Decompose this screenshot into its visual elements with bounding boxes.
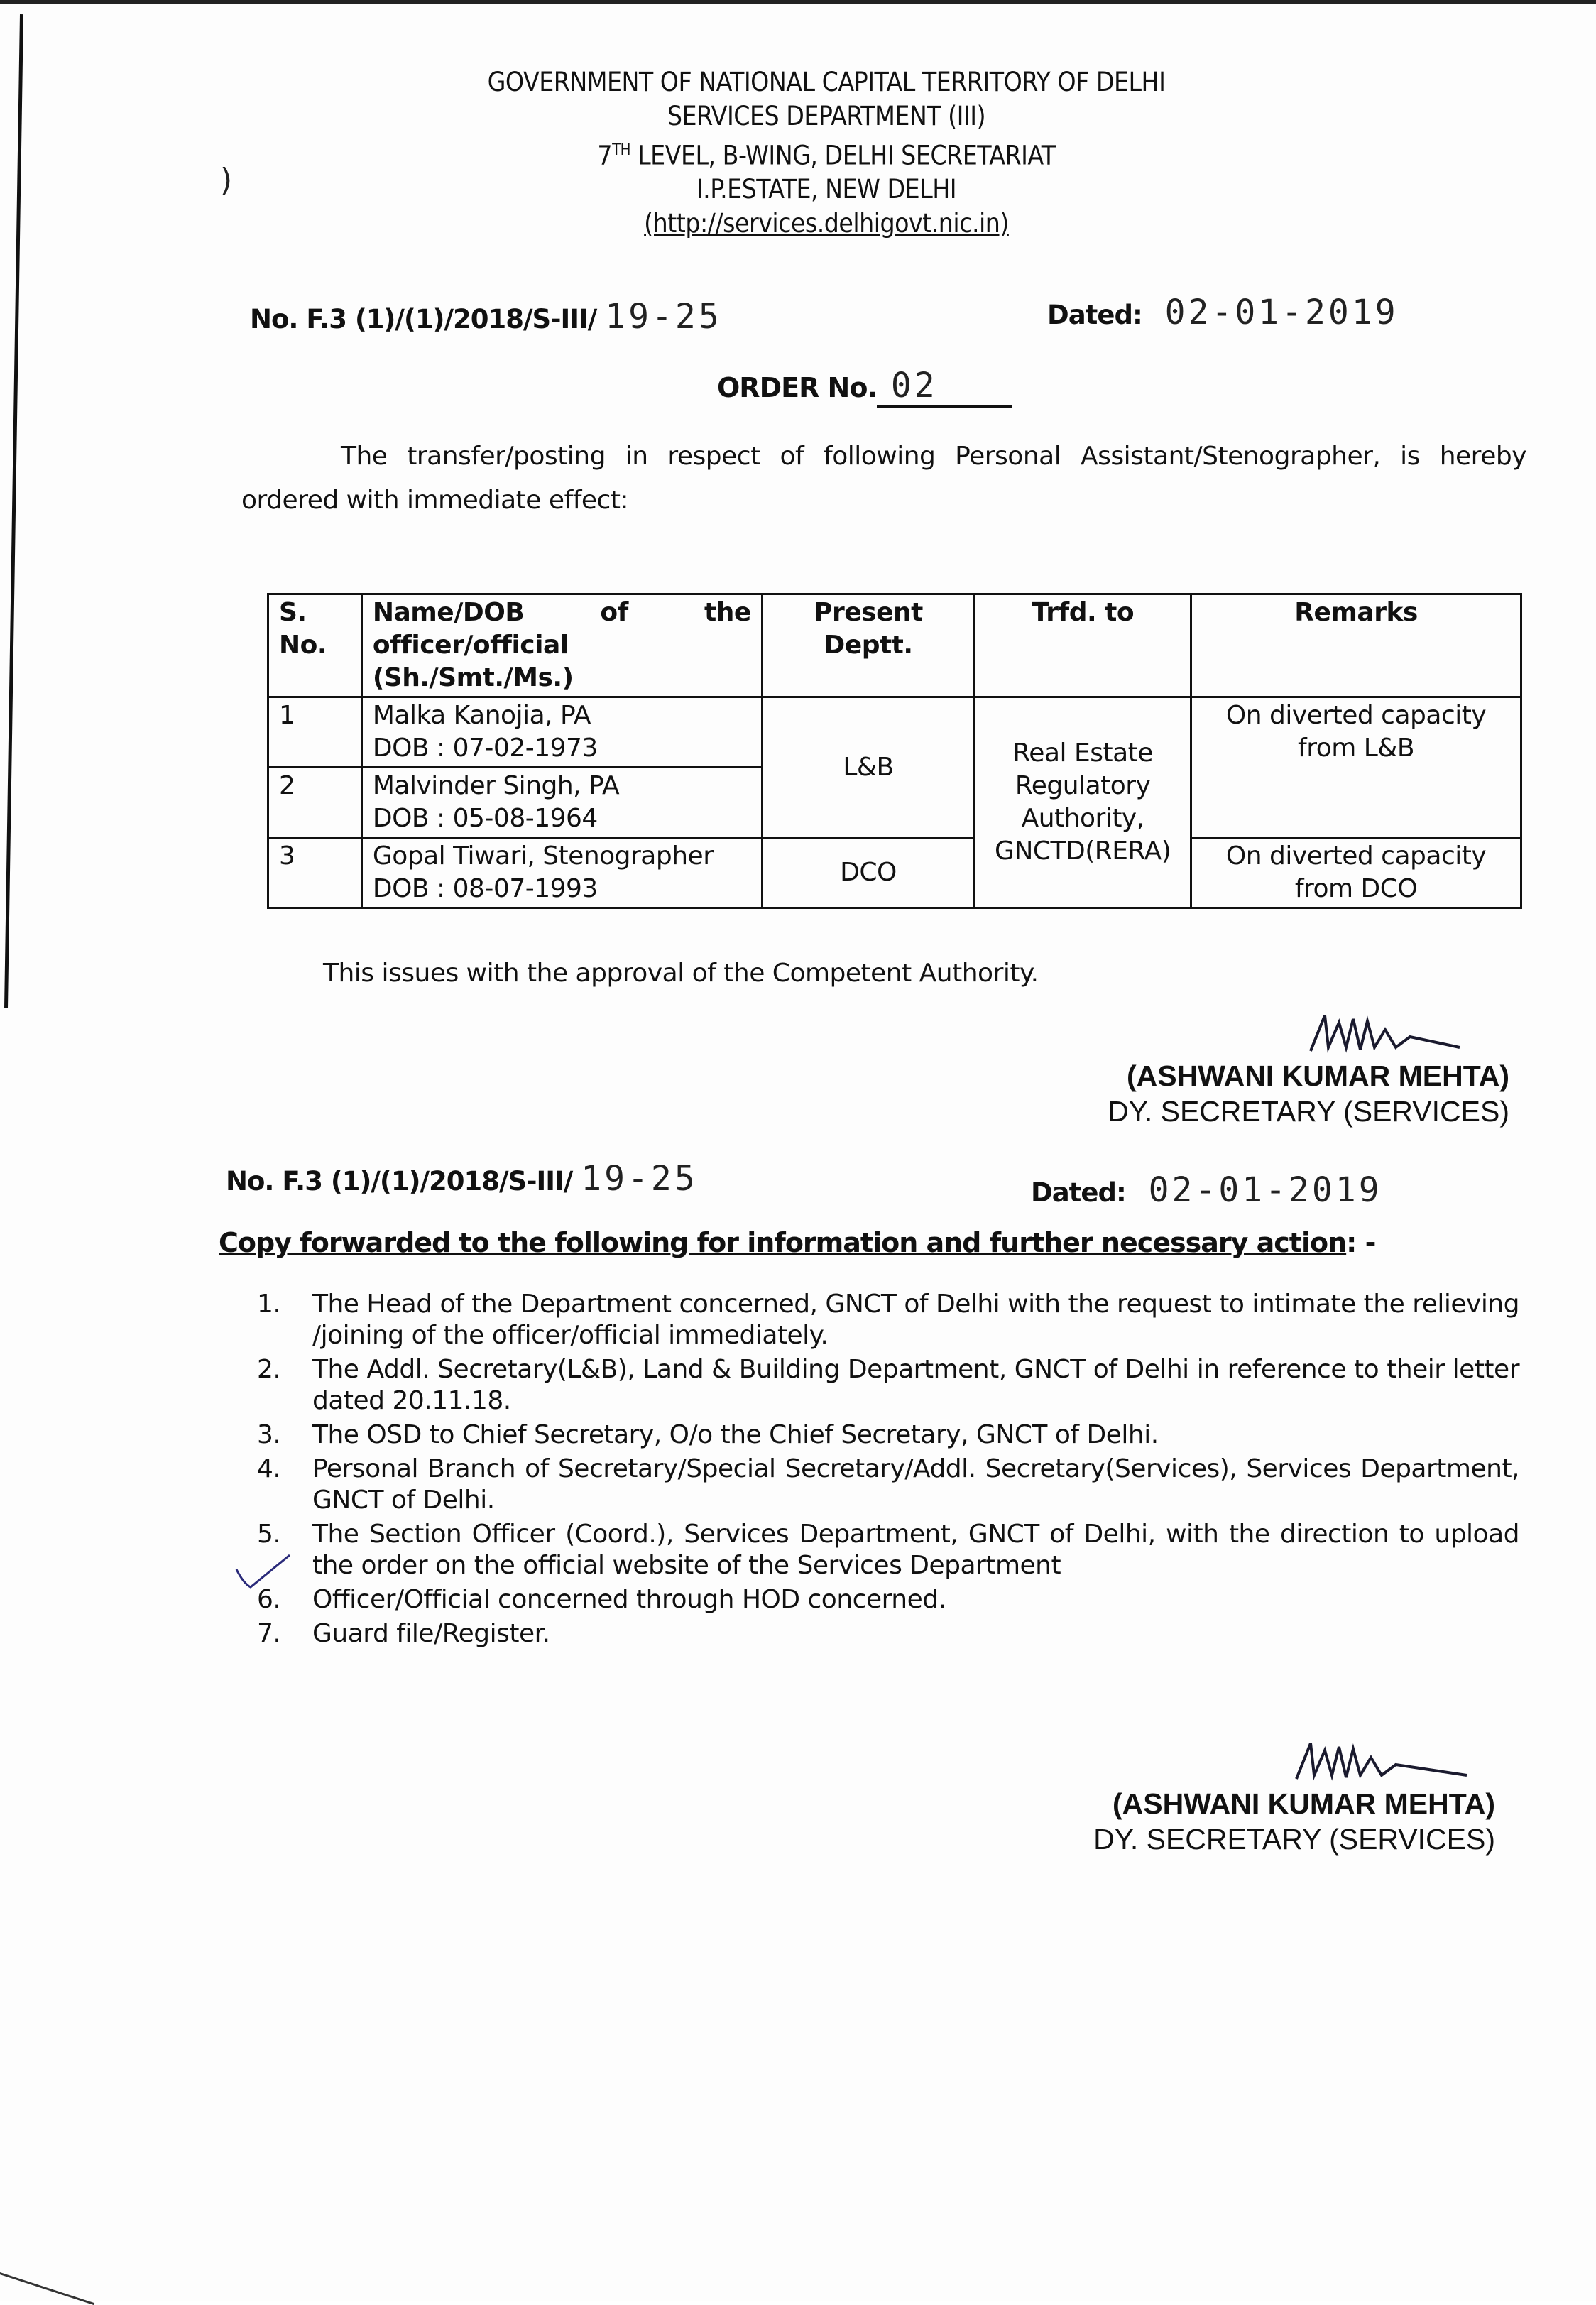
- cell-sno: 3: [268, 838, 362, 908]
- copy-dated-label: Dated:: [1031, 1177, 1126, 1208]
- copy-dated-handwritten: 02-01-2019: [1148, 1170, 1382, 1210]
- cell-sno: 1: [268, 697, 362, 768]
- item-number: 3.: [257, 1420, 281, 1449]
- item-text: The Section Officer (Coord.), Services Department, GNCT of Delhi, with the direction to upload the order on the official website of the Services Department: [312, 1520, 1519, 1580]
- list-item: [248, 1419, 1519, 1451]
- header-remarks: Remarks: [1191, 594, 1521, 697]
- item-number: 2.: [257, 1355, 281, 1384]
- cell-remarks: On diverted capacity from L&B: [1191, 697, 1521, 838]
- letterhead-line-4: I.P.ESTATE, NEW DELHI: [696, 174, 957, 205]
- signature-block-2: [1093, 1736, 1495, 1857]
- item-number: 6.: [257, 1585, 281, 1614]
- signatory-name: (ASHWANI KUMAR MEHTA): [1112, 1787, 1495, 1820]
- signature-icon: [1093, 1736, 1495, 1786]
- officer-name: Malka Kanojia, PA: [372, 701, 591, 730]
- officer-name: Gopal Tiwari, Stenographer: [372, 841, 714, 871]
- stray-mark: ): [220, 162, 233, 198]
- officer-dob: DOB : 08-07-1993: [372, 874, 598, 903]
- cell-trfd-to: Real Estate Regulatory Authority, GNCTD(RERA): [975, 697, 1191, 908]
- intro-line-1: The transfer/posting in respect of following Personal Assistant/Stenographer, is hereby: [341, 442, 1526, 471]
- cell-name: [361, 697, 762, 768]
- level-number: 7: [597, 140, 613, 171]
- level-suffix: TH: [612, 141, 631, 159]
- approval-statement: This issues with the approval of the Competent Authority.: [323, 959, 1039, 988]
- header-sno: S. No.: [268, 594, 362, 697]
- order-number-handwritten: 02: [877, 366, 1012, 408]
- copy-title-text: Copy forwarded to the following for information and further necessary action: [219, 1227, 1347, 1258]
- table-row: [268, 697, 1521, 768]
- cell-name: [361, 838, 762, 908]
- dated-handwritten: 02-01-2019: [1164, 293, 1399, 332]
- list-item: [248, 1454, 1519, 1516]
- table-header-row: [268, 594, 1521, 697]
- intro-line-2: ordered with immediate effect:: [241, 486, 629, 515]
- list-item: [248, 1584, 1519, 1615]
- copy-title-suffix: : -: [1346, 1227, 1376, 1258]
- scan-top-edge: [0, 0, 1596, 4]
- intro-paragraph: [241, 435, 1526, 523]
- file-number-label: No. F.3 (1)/(1)/2018/S-III/: [250, 304, 597, 334]
- copy-file-number-handwritten: 19-25: [581, 1159, 698, 1199]
- letterhead: [0, 65, 1596, 241]
- list-item: [248, 1519, 1519, 1581]
- list-item: [248, 1618, 1519, 1650]
- letterhead-line-2: SERVICES DEPARTMENT (III): [667, 101, 986, 131]
- copy-forwarded-title: [219, 1227, 1375, 1258]
- cell-remarks: On diverted capacity from DCO: [1191, 838, 1521, 908]
- officer-dob: DOB : 05-08-1964: [372, 804, 598, 833]
- signature-icon: [1108, 1008, 1509, 1058]
- copy-date: [1031, 1170, 1382, 1210]
- order-label: ORDER No.: [717, 372, 877, 403]
- item-text: Guard file/Register.: [312, 1619, 550, 1648]
- file-number: [250, 297, 722, 337]
- item-number: 5.: [257, 1520, 281, 1549]
- item-text: The OSD to Chief Secretary, O/o the Chief Secretary, GNCT of Delhi.: [312, 1420, 1159, 1449]
- website-link[interactable]: (http://services.delhigovt.nic.in): [644, 208, 1009, 239]
- signatory-designation: DY. SECRETARY (SERVICES): [1093, 1823, 1495, 1856]
- copy-file-number-label: No. F.3 (1)/(1)/2018/S-III/: [226, 1166, 573, 1197]
- list-item: [248, 1289, 1519, 1351]
- cell-sno: 2: [268, 768, 362, 838]
- cell-name: [361, 768, 762, 838]
- cell-present-deptt: L&B: [762, 697, 974, 838]
- list-item: [248, 1354, 1519, 1417]
- transfer-table: [267, 593, 1522, 909]
- order-title: [717, 366, 1012, 408]
- signature-block-1: [1108, 1008, 1509, 1129]
- header-trfd-to: Trfd. to: [975, 594, 1191, 697]
- dated-label: Dated:: [1047, 300, 1142, 330]
- item-text: The Head of the Department concerned, GNCT of Delhi with the request to intimate the relieving /joining of the officer/official immediately.: [312, 1290, 1519, 1350]
- item-text: Officer/Official concerned through HOD concerned.: [312, 1585, 946, 1614]
- cell-present-deptt: DCO: [762, 838, 974, 908]
- item-number: 4.: [257, 1454, 281, 1483]
- order-date: [1047, 293, 1399, 332]
- header-present-deptt: Present Deptt.: [762, 594, 974, 697]
- item-number: 7.: [257, 1619, 281, 1648]
- letterhead-line-1: GOVERNMENT OF NATIONAL CAPITAL TERRITORY OF DELHI: [487, 67, 1166, 97]
- item-text: Personal Branch of Secretary/Special Secretary/Addl. Secretary(Services), Services Department, GNCT of Delhi.: [312, 1454, 1519, 1515]
- signatory-designation: DY. SECRETARY (SERVICES): [1108, 1095, 1509, 1128]
- signatory-name: (ASHWANI KUMAR MEHTA): [1126, 1059, 1509, 1092]
- copy-recipients-list: [248, 1289, 1519, 1652]
- letterhead-line-3: [57, 133, 1596, 173]
- item-number: 1.: [257, 1290, 281, 1319]
- officer-name: Malvinder Singh, PA: [372, 771, 620, 800]
- address-line: LEVEL, B-WING, DELHI SECRETARIAT: [630, 140, 1056, 171]
- item-text: The Addl. Secretary(L&B), Land & Building Department, GNCT of Delhi in reference to their letter dated 20.11.18.: [312, 1355, 1519, 1415]
- table-row: [268, 838, 1521, 908]
- file-number-handwritten: 19-25: [605, 297, 722, 337]
- scan-bottom-edge: [0, 2272, 94, 2305]
- copy-file-number: [226, 1159, 698, 1199]
- officer-dob: DOB : 07-02-1973: [372, 734, 598, 763]
- header-name: Name/DOB of the officer/official (Sh./Smt./Ms.): [361, 594, 762, 697]
